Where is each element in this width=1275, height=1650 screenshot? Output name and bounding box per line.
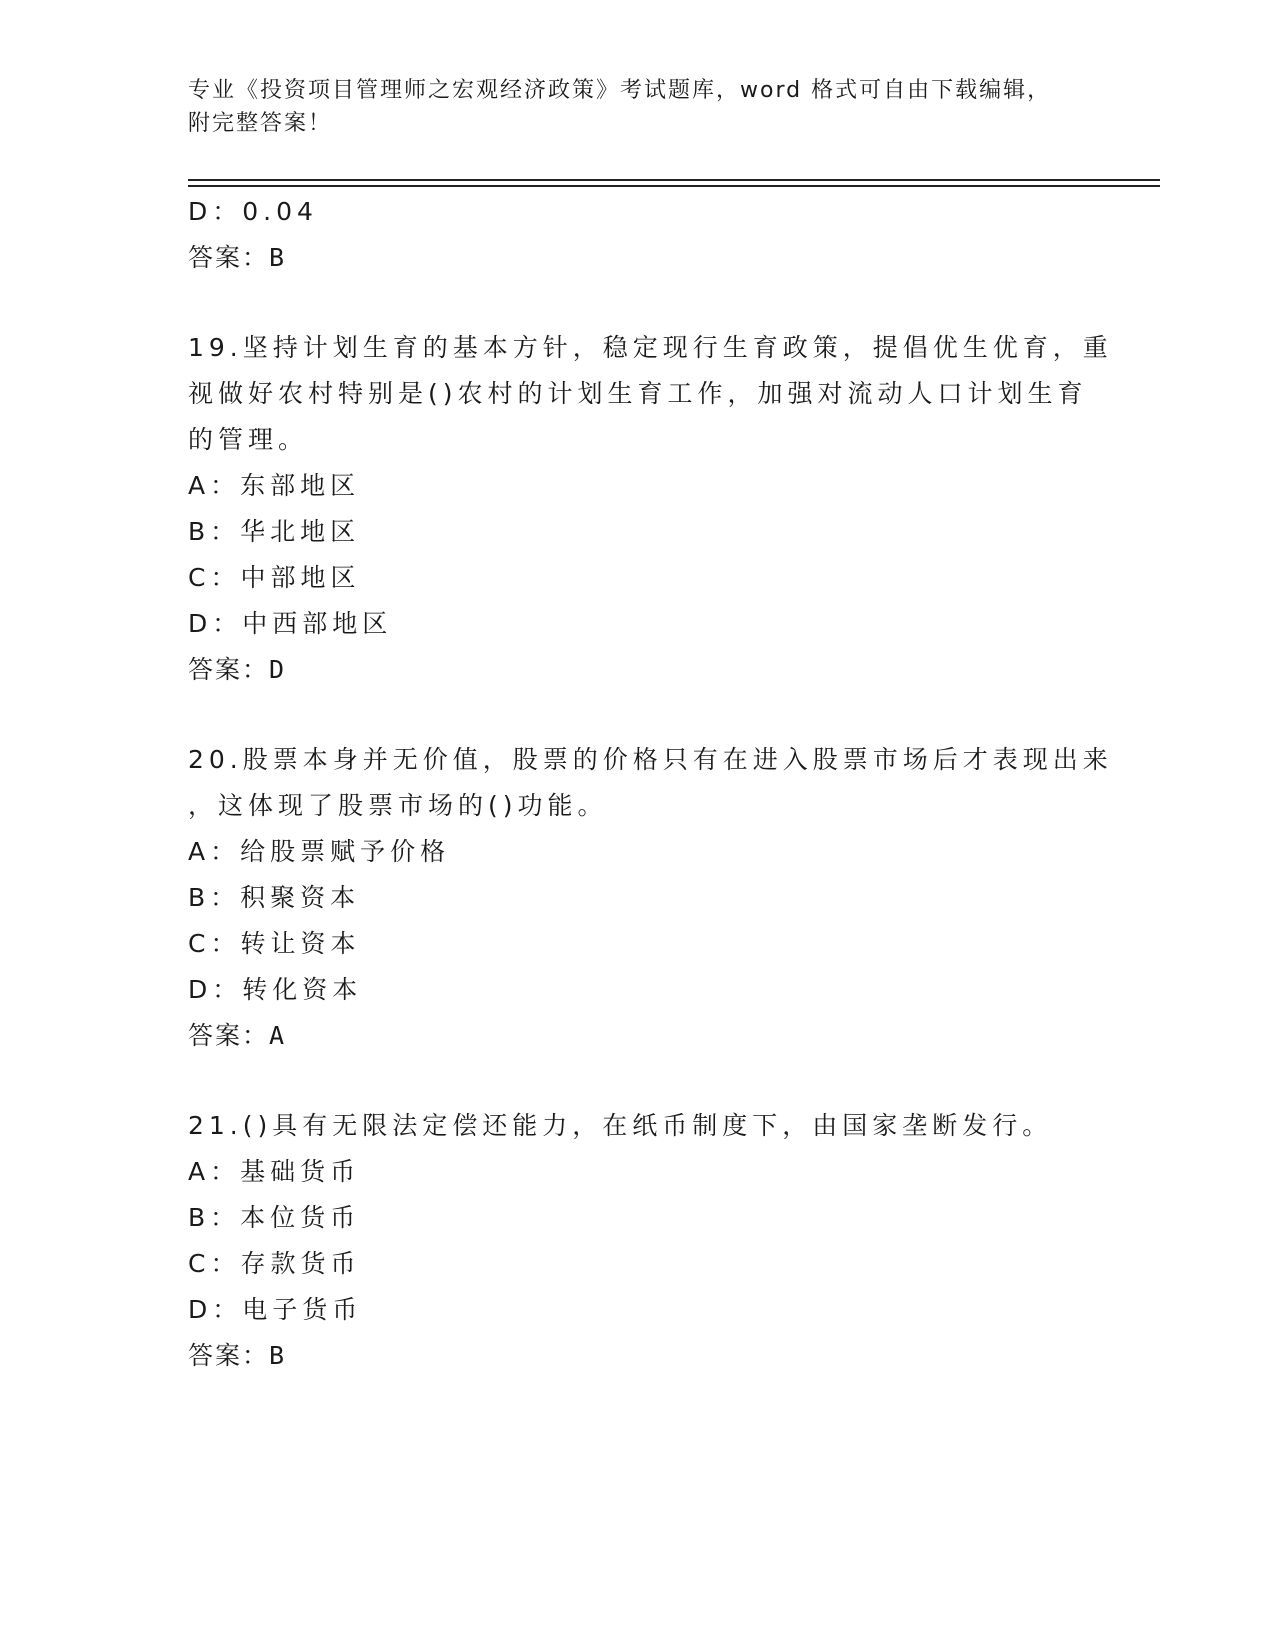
option-d: D：电子货币 (188, 1295, 363, 1324)
option-a: A：基础货币 (188, 1157, 361, 1186)
previous-question-tail (188, 189, 1128, 281)
option-a: A：给股票赋予价格 (188, 837, 451, 866)
option-b: B：积聚资本 (188, 883, 361, 912)
stem-line: 20.股票本身并无价值，股票的价格只有在进入股票市场后才表现出来 (188, 745, 1113, 774)
document-header (188, 74, 1088, 140)
stem-line: 21.()具有无限法定偿还能力，在纸币制度下，由国家垄断发行。 (188, 1111, 1053, 1140)
spacer (188, 1059, 1128, 1103)
option-d: D：中西部地区 (188, 609, 393, 638)
question-stem (188, 1103, 1128, 1149)
option-d: D：0.04 (188, 197, 318, 226)
answer-line: 答案：D (188, 655, 287, 684)
stem-line: ，这体现了股票市场的()功能。 (188, 791, 608, 820)
header-title-line-2: 附完整答案！ (188, 111, 333, 136)
question-20 (188, 737, 1128, 1059)
header-title-line-1: 专业《投资项目管理师之宏观经济政策》考试题库，word 格式可自由下载编辑， (188, 78, 1052, 103)
answer-line: 答案：B (188, 243, 287, 272)
question-19 (188, 325, 1128, 693)
question-stem (188, 325, 1128, 463)
answer-line: 答案：A (188, 1021, 287, 1050)
stem-line: 视做好农村特别是()农村的计划生育工作，加强对流动人口计划生育 (188, 379, 1088, 408)
question-21 (188, 1103, 1128, 1379)
option-c: C：中部地区 (188, 563, 361, 592)
spacer (188, 693, 1128, 737)
answer-line: 答案：B (188, 1341, 287, 1370)
spacer (188, 281, 1128, 325)
option-c: C：存款货币 (188, 1249, 361, 1278)
question-list (188, 189, 1128, 1379)
header-divider-bottom (188, 185, 1160, 187)
stem-line: 19.坚持计划生育的基本方针，稳定现行生育政策，提倡优生优育，重 (188, 333, 1113, 362)
option-d: D：转化资本 (188, 975, 363, 1004)
option-a: A：东部地区 (188, 471, 361, 500)
stem-line: 的管理。 (188, 425, 309, 454)
option-b: B：华北地区 (188, 517, 361, 546)
question-stem (188, 737, 1128, 829)
header-divider-top (188, 179, 1160, 181)
option-b: B：本位货币 (188, 1203, 361, 1232)
option-c: C：转让资本 (188, 929, 361, 958)
